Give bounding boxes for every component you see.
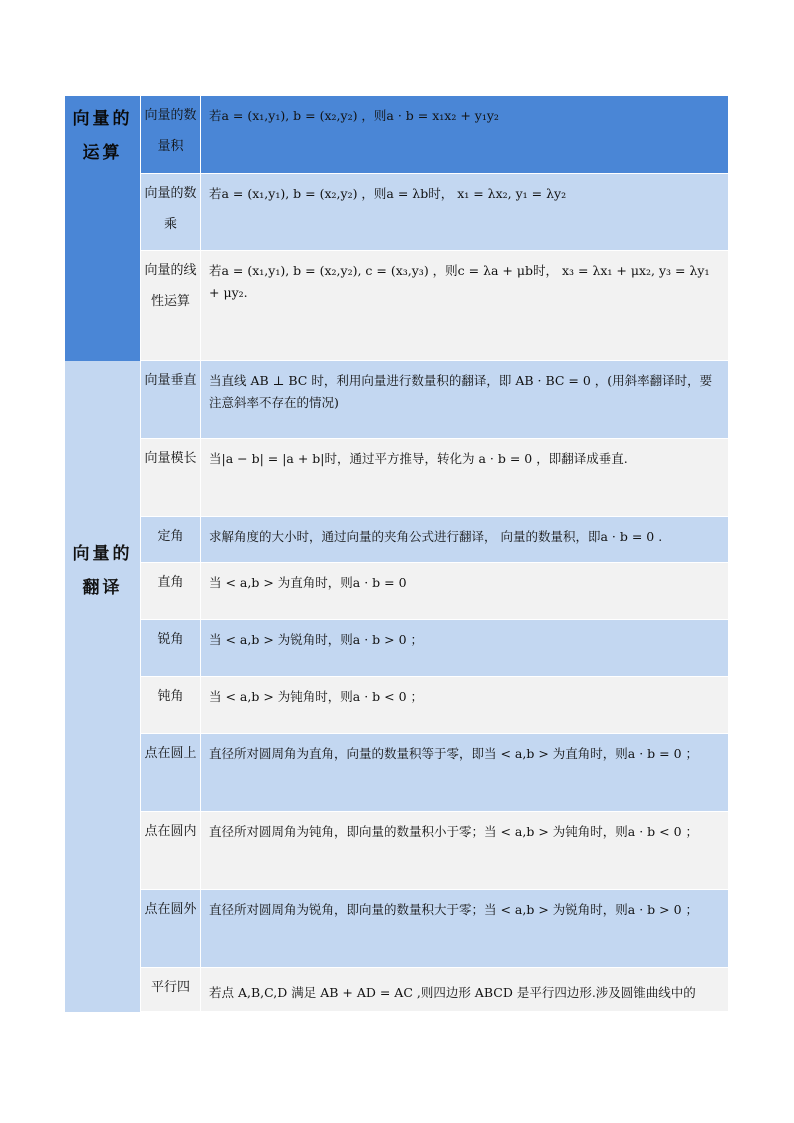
row-label-fixed-angle: 定角 — [141, 517, 201, 563]
category-cell-translation — [65, 361, 141, 1012]
row-content-dot-product: 若a = (x₁,y₁), b = (x₂,y₂) ，则a · b = x₁x₂ + y₁y₂ — [201, 96, 728, 174]
row-content-point-inside-circle: 直径所对圆周角为钝角，即向量的数量积小于零；当 < a,b > 为钝角时，则a · b < 0 ； — [201, 812, 728, 890]
row-content-scalar-multiply: 若a = (x₁,y₁), b = (x₂,y₂) ，则a = λb时， x₁ = λx₂, y₁ = λy₂ — [201, 174, 728, 251]
category-label: 向量的翻译 — [72, 544, 133, 598]
row-content-point-outside-circle: 直径所对圆周角为锐角，即向量的数量积大于零；当 < a,b > 为锐角时，则a · b > 0 ； — [201, 890, 728, 968]
row-label-perpendicular: 向量垂直 — [141, 361, 201, 439]
row-label-right-angle: 直角 — [141, 563, 201, 620]
row-label-dot-product: 向量的数量积 — [141, 96, 201, 174]
row-label-acute-angle: 锐角 — [141, 620, 201, 677]
row-label-obtuse-angle: 钝角 — [141, 677, 201, 734]
category-label: 向量的运算 — [72, 109, 133, 163]
row-content-obtuse-angle: 当 < a,b > 为钝角时，则a · b < 0 ； — [201, 677, 728, 734]
row-label-point-inside-circle: 点在圆内 — [141, 812, 201, 890]
row-label-linear-operation: 向量的线性运算 — [141, 251, 201, 361]
row-label-scalar-multiply: 向量的数乘 — [141, 174, 201, 251]
row-content-right-angle: 当 < a,b > 为直角时，则a · b = 0 — [201, 563, 728, 620]
row-content-linear-operation: 若a = (x₁,y₁), b = (x₂,y₂), c = (x₃,y₃) ，则c = λa + μb时， x₃ = λx₁ + μx₂, y₃ = λy₁ + μy₂. — [201, 251, 728, 361]
category-cell-operations — [65, 96, 141, 361]
row-label-magnitude: 向量模长 — [141, 439, 201, 517]
row-label-point-on-circle: 点在圆上 — [141, 734, 201, 812]
knowledge-table — [65, 96, 728, 1012]
row-content-perpendicular: 当直线 AB ⊥ BC 时，利用向量进行数量积的翻译，即 AB · BC = 0 ，(用斜率翻译时，要注意斜率不存在的情况) — [201, 361, 728, 439]
row-content-acute-angle: 当 < a,b > 为锐角时，则a · b > 0 ； — [201, 620, 728, 677]
row-content-point-on-circle: 直径所对圆周角为直角，向量的数量积等于零，即当 < a,b > 为直角时，则a · b = 0 ； — [201, 734, 728, 812]
row-label-point-outside-circle: 点在圆外 — [141, 890, 201, 968]
row-content-parallelogram: 若点 A,B,C,D 满足 AB + AD = AC ,则四边形 ABCD 是平行四边形.涉及圆锥曲线中的 — [201, 968, 728, 1012]
row-content-fixed-angle: 求解角度的大小时，通过向量的夹角公式进行翻译， 向量的数量积，即a · b = 0 . — [201, 517, 728, 563]
row-label-parallelogram: 平行四 — [141, 968, 201, 1012]
row-content-magnitude: 当|a − b| = |a + b|时，通过平方推导，转化为 a · b = 0 ，即翻译成垂直. — [201, 439, 728, 517]
